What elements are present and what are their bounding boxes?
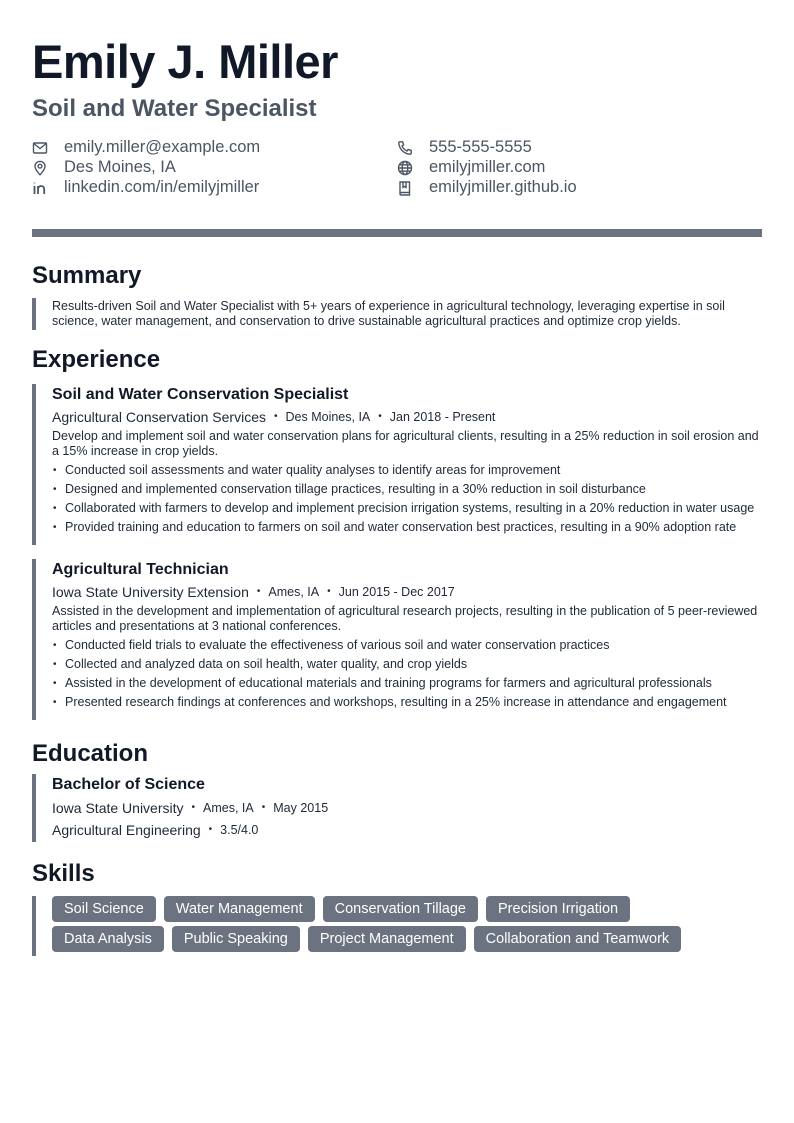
job-description: Assisted in the development and implementation of agricultural research projects, resulting in the publication of 5 peer-reviewed articles and presentations at 3 national conferences. (52, 604, 758, 633)
separator-dot: • (273, 411, 278, 422)
job-company: Iowa State University Extension (52, 584, 249, 600)
contact-website-text: emilyjmiller.com (429, 158, 546, 176)
contact-email[interactable] (32, 138, 397, 157)
skills-list (32, 896, 746, 956)
separator-dot: • (256, 586, 261, 597)
bullet-item: • Presented research findings at conferences and workshops, resulting in a 25% increase in attendance and engagement (52, 695, 762, 710)
job-bullets (52, 638, 762, 710)
education-heading: Education (32, 740, 149, 767)
separator-dot: • (191, 802, 196, 813)
skills-section (32, 860, 762, 956)
experience-section (32, 346, 762, 720)
job-entry (32, 384, 762, 545)
phone-icon (397, 140, 413, 156)
contact-phone-text: 555-555-5555 (429, 138, 532, 156)
education-section (32, 740, 762, 842)
job-company: Agricultural Conservation Services (52, 409, 266, 425)
summary-section (32, 262, 762, 330)
bullet-item: • Conducted soil assessments and water quality analyses to identify areas for improvement (52, 463, 762, 478)
bullet-item: • Assisted in the development of educational materials and training programs for farmers and agricultural professionals (52, 676, 762, 691)
experience-heading: Experience (32, 346, 161, 373)
contact-website[interactable] (397, 158, 762, 177)
contact-email-text: emily.miller@example.com (64, 138, 261, 156)
job-meta (52, 583, 762, 601)
graduation-date: May 2015 (273, 801, 329, 815)
skill-chip: Project Management (308, 926, 466, 952)
linkedin-icon (32, 180, 48, 196)
contact-linkedin[interactable] (32, 178, 397, 197)
separator-dot: • (327, 586, 331, 597)
bullet-item: • Conducted field trials to evaluate the effectiveness of various soil and water conservation practices (52, 638, 762, 653)
bullet-item: • Collaborated with farmers to develop and implement precision irrigation systems, resulting in a 20% reduction in water usage (52, 501, 762, 516)
skill-chip: Conservation Tillage (323, 896, 478, 922)
skills-heading: Skills (32, 860, 95, 887)
contact-linkedin-text: linkedin.com/in/emilyjmiller (64, 178, 260, 196)
skill-chip: Soil Science (52, 896, 156, 922)
job-location: Des Moines, IA (285, 410, 371, 424)
job-dates: Jan 2018 - Present (389, 410, 496, 424)
bullet-item: • Collected and analyzed data on soil health, water quality, and crop yields (52, 657, 762, 672)
separator-dot: • (378, 411, 382, 422)
contact-location-text: Des Moines, IA (64, 158, 176, 176)
job-entry (32, 559, 762, 720)
bullet-item: • Designed and implemented conservation tillage practices, resulting in a 30% reduction in soil disturbance (52, 482, 762, 497)
job-description: Develop and implement soil and water conservation plans for agricultural clients, resulting in a 25% reduction in soil erosion and a 15% increase in crop yields. (52, 429, 759, 458)
globe-icon (397, 160, 413, 176)
contact-github-text: emilyjmiller.github.io (429, 178, 577, 196)
contact-info (32, 138, 762, 197)
github-icon (397, 180, 413, 196)
bullet-item: • Provided training and education to farmers on soil and water conservation best practices, resulting in a 90% adoption rate (52, 520, 762, 535)
contact-phone[interactable] (397, 138, 762, 157)
email-icon (32, 140, 48, 156)
skill-chip: Public Speaking (172, 926, 300, 952)
gpa: 3.5/4.0 (220, 823, 259, 837)
job-meta (52, 408, 762, 426)
job-bullets (52, 463, 762, 535)
summary-text: Results-driven Soil and Water Specialist with 5+ years of experience in agricultural technology, leveraging expertise in soil science, water management, and conservation to drive sustainable agricultural practices and optimize crop yields. (32, 298, 762, 330)
job-dates: Jun 2015 - Dec 2017 (338, 585, 455, 599)
header-divider (32, 229, 762, 237)
separator-dot: • (261, 802, 266, 813)
education-entry (32, 774, 762, 842)
school-location: Ames, IA (203, 801, 254, 815)
candidate-title: Soil and Water Specialist (32, 95, 317, 122)
skill-chip: Data Analysis (52, 926, 164, 952)
job-title: Agricultural Technician (52, 561, 229, 578)
contact-location (32, 158, 397, 177)
location-icon (32, 160, 48, 176)
skill-chip: Collaboration and Teamwork (474, 926, 682, 952)
job-location: Ames, IA (268, 585, 320, 599)
degree: Bachelor of Science (52, 776, 205, 793)
education-field-line (52, 821, 762, 839)
candidate-name: Emily J. Miller (32, 35, 338, 88)
school-name: Iowa State University (52, 800, 184, 816)
skill-chip: Water Management (164, 896, 315, 922)
skill-chip: Precision Irrigation (486, 896, 630, 922)
separator-dot: • (208, 824, 213, 835)
job-title: Soil and Water Conservation Specialist (52, 386, 349, 403)
contact-github[interactable] (397, 178, 762, 197)
field-of-study: Agricultural Engineering (52, 822, 201, 838)
education-meta (52, 799, 762, 817)
resume-page (32, 36, 762, 956)
summary-heading: Summary (32, 262, 142, 289)
